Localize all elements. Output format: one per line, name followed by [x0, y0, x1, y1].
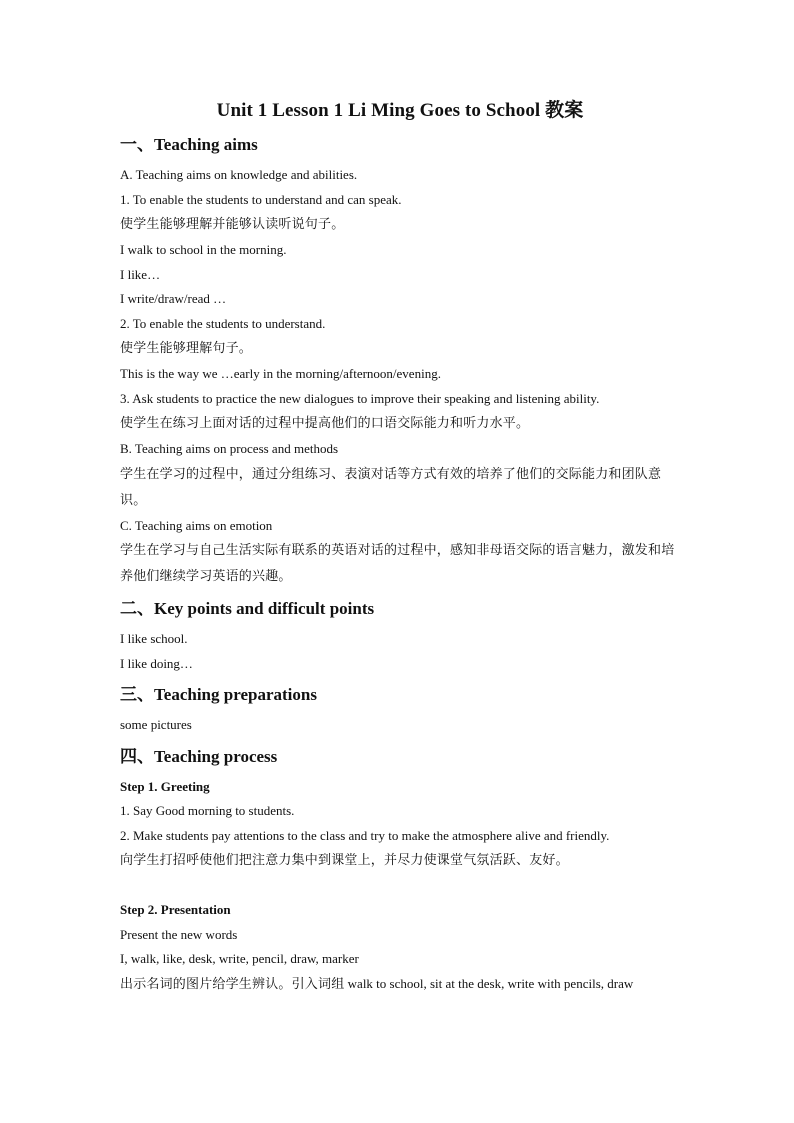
- step-2-line-3-cn: 出示名词的图片给学生辨认。引入词组: [120, 976, 345, 992]
- step-2-line-1: Present the new words: [120, 926, 238, 942]
- aims-item-3: 3. Ask students to practice the new dialogues to improve their speaking and listening ability.: [120, 390, 600, 406]
- preparation-item: some pictures: [120, 717, 192, 732]
- document-page: [120, 96, 680, 998]
- section-heading-process: 四、Teaching process: [120, 746, 278, 766]
- step-2-line-3: [120, 972, 680, 998]
- aims-sentence-2: I like…: [120, 266, 161, 282]
- aims-b-label: B. Teaching aims on process and methods: [120, 441, 339, 456]
- step-1-line-2: 2. Make students pay attentions to the class and try to make the atmosphere alive and friendly.: [120, 827, 610, 843]
- aims-item-2-cn: 使学生能够理解句子。: [120, 341, 253, 356]
- key-point-1: I like school.: [120, 631, 188, 646]
- step-2-line-3-en: walk to school, sit at the desk, write with pencils, draw: [344, 975, 634, 991]
- document-title: Unit 1 Lesson 1 Li Ming Goes to School 教案: [216, 100, 584, 121]
- step-1-cn: 向学生打招呼使他们把注意力集中到课堂上，并尽力使课堂气氛活跃、友好。: [120, 853, 569, 868]
- aims-item-1: 1. To enable the students to understand and can speak.: [120, 191, 402, 207]
- step-2-title: Step 2. Presentation: [120, 902, 231, 917]
- key-point-2: I like doing…: [120, 655, 193, 671]
- aims-c-cn: 学生在学习与自己生活实际有联系的英语对话的过程中，感知非母语交际的语言魅力，激发和培养他们继续学习英语的兴趣。: [120, 543, 675, 584]
- aims-sentence-1: I walk to school in the morning.: [120, 242, 287, 257]
- aims-b-cn: 学生在学习的过程中，通过分组练习、表演对话等方式有效的培养了他们的交际能力和团队意识。: [120, 466, 662, 508]
- aims-sentence-3: I write/draw/read …: [120, 291, 227, 306]
- aims-item-2: 2. To enable the students to understand.: [120, 315, 326, 331]
- step-1-line-1: 1. Say Good morning to students.: [120, 803, 295, 818]
- section-heading-teaching-aims: 一、Teaching aims: [120, 135, 258, 154]
- aims-c-label: C. Teaching aims on emotion: [120, 517, 273, 533]
- aims-sentence-4: This is the way we …early in the morning/afternoon/evening.: [120, 366, 441, 381]
- aims-item-3-cn: 使学生在练习上面对话的过程中提高他们的口语交际能力和听力水平。: [120, 416, 530, 431]
- aims-item-1-cn: 使学生能够理解并能够认读听说句子。: [120, 217, 345, 232]
- aims-a-label: A. Teaching aims on knowledge and abilities.: [120, 167, 358, 182]
- section-heading-preparations: 三、Teaching preparations: [120, 685, 317, 704]
- section-heading-key-points: 二、Key points and difficult points: [120, 599, 375, 618]
- step-2-line-2: I, walk, like, desk, write, pencil, draw, marker: [120, 951, 359, 966]
- step-1-title: Step 1. Greeting: [120, 778, 210, 794]
